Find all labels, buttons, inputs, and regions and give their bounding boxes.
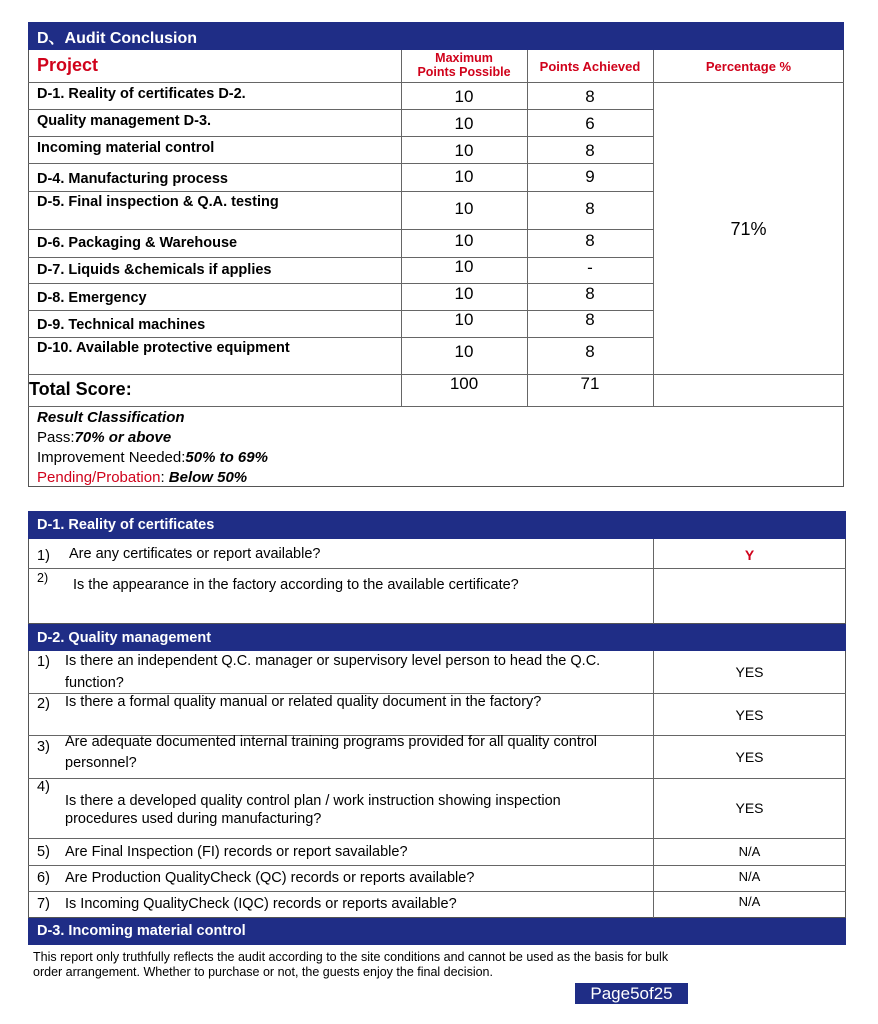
row-max: 10 (454, 141, 474, 160)
row-achieved: 8 (585, 342, 595, 361)
section-title-bar (28, 22, 844, 50)
d2-q-line2: procedures used during manufacturing? (65, 811, 322, 827)
d1-q-text: Is the appearance in the factory according to the available certificate? (73, 577, 519, 593)
d2-q-num: 3) (37, 739, 50, 755)
d3-title: D-3. Incoming material control (37, 923, 246, 939)
row-project: D-1. Reality of certificates D-2. (37, 86, 246, 102)
row-achieved: - (587, 258, 593, 277)
d2-q-answer: YES (735, 707, 764, 723)
header-max-line2: Points Possible (417, 65, 511, 79)
d2-q-answer: N/A (738, 894, 761, 909)
header-percentage: Percentage % (705, 59, 792, 74)
page-number: Page5of25 (590, 984, 673, 1003)
row-max: 10 (454, 257, 474, 276)
d2-q-line1: Are adequate documented internal training programs provided for all quality control (65, 734, 597, 750)
result-classification (37, 408, 268, 488)
row-achieved: 8 (585, 310, 595, 329)
page-number-badge (575, 983, 688, 1004)
improve-label: Improvement Needed: (37, 449, 186, 466)
percentage-value: 71% (730, 219, 767, 239)
row-project: D-10. Available protective equipment (37, 340, 290, 356)
pending-sep: : (160, 469, 169, 486)
d1-q-answer: Y (744, 547, 755, 563)
row-achieved: 8 (585, 141, 595, 160)
d1-q-num: 1) (37, 548, 50, 564)
row-max: 10 (454, 342, 474, 361)
d2-q-line1: Is Incoming QualityCheck (IQC) records or reports available? (65, 896, 457, 912)
classification-title: Result Classification (37, 409, 185, 426)
row-project: D-4. Manufacturing process (37, 171, 228, 187)
d1-title-bar (28, 511, 846, 539)
total-score-label: Total Score: (29, 379, 132, 399)
row-project: D-7. Liquids &chemicals if applies (37, 262, 272, 278)
row-achieved: 8 (585, 231, 595, 250)
d2-title: D-2. Quality management (37, 630, 212, 646)
pending-label: Pending/Probation (37, 469, 161, 486)
row-project: D-9. Technical machines (37, 317, 206, 333)
d2-q-answer: N/A (738, 844, 761, 859)
row-max: 10 (454, 310, 474, 329)
row-max: 10 (454, 199, 474, 218)
d2-title-bar (28, 624, 846, 651)
classification-improve (37, 448, 268, 468)
pass-label: Pass: (37, 429, 75, 446)
row-project: D-8. Emergency (37, 290, 147, 306)
footer-disclaimer (33, 950, 668, 980)
row-max: 10 (454, 284, 474, 303)
d2-q-line1: Are Final Inspection (FI) records or report savailable? (65, 844, 408, 860)
row-achieved: 8 (585, 87, 595, 106)
header-project: Project (37, 55, 99, 75)
d2-q-answer: N/A (738, 869, 761, 884)
pending-value: Below 50% (168, 469, 248, 486)
footer-line2: order arrangement. Whether to purchase or not, the guests enjoy the final decision. (33, 965, 493, 979)
d2-q-answer: YES (735, 800, 764, 816)
header-points-achieved: Points Achieved (539, 59, 641, 74)
d2-q-answer: YES (735, 664, 764, 680)
d2-q-num: 6) (37, 870, 50, 886)
row-max: 10 (454, 167, 474, 186)
d1-title: D-1. Reality of certificates (37, 517, 215, 533)
row-project: Quality management D-3. (37, 113, 212, 129)
row-project: D-5. Final inspection & Q.A. testing (37, 194, 279, 210)
footer-line1: This report only truthfully reflects the audit according to the site conditions and cannot be used as the basis for bulk (33, 950, 669, 964)
d2-q-line2: personnel? (65, 755, 137, 771)
row-achieved: 8 (585, 284, 595, 303)
total-max: 100 (449, 374, 479, 393)
row-achieved: 8 (585, 199, 595, 218)
d3-title-bar (28, 918, 846, 945)
header-max-line1: Maximum (435, 51, 493, 65)
d2-q-line1: Is there a formal quality manual or related quality document in the factory? (65, 694, 542, 710)
d2-q-answer: YES (735, 749, 764, 765)
d2-q-num: 1) (37, 654, 50, 670)
d2-q-line2: function? (65, 675, 124, 691)
header-max-points (401, 51, 527, 79)
d2-q-num: 4) (37, 779, 50, 795)
d2-q-num: 7) (37, 896, 50, 912)
d2-q-line1: Is there an independent Q.C. manager or supervisory level person to head the Q.C. (65, 653, 601, 669)
d1-q-num: 2) (37, 571, 49, 585)
section-title: D、Audit Conclusion (37, 30, 197, 47)
improve-value: 50% to 69% (185, 449, 268, 466)
total-achieved: 71 (580, 374, 600, 393)
d1-q-text: Are any certificates or report available? (69, 546, 321, 562)
d2-q-line1: Is there a developed quality control plan / work instruction showing inspection (65, 793, 561, 809)
row-achieved: 9 (585, 167, 595, 186)
row-max: 10 (454, 87, 474, 106)
row-achieved: 6 (585, 114, 595, 133)
d2-q-num: 5) (37, 844, 50, 860)
d2-q-line1: Are Production QualityCheck (QC) records or reports available? (65, 870, 475, 886)
row-project: Incoming material control (37, 140, 215, 156)
classification-pass (37, 428, 268, 448)
row-max: 10 (454, 114, 474, 133)
row-project: D-6. Packaging & Warehouse (37, 235, 238, 251)
classification-pending (37, 468, 268, 488)
pass-value: 70% or above (74, 429, 172, 446)
row-max: 10 (454, 231, 474, 250)
d2-q-num: 2) (37, 696, 50, 712)
